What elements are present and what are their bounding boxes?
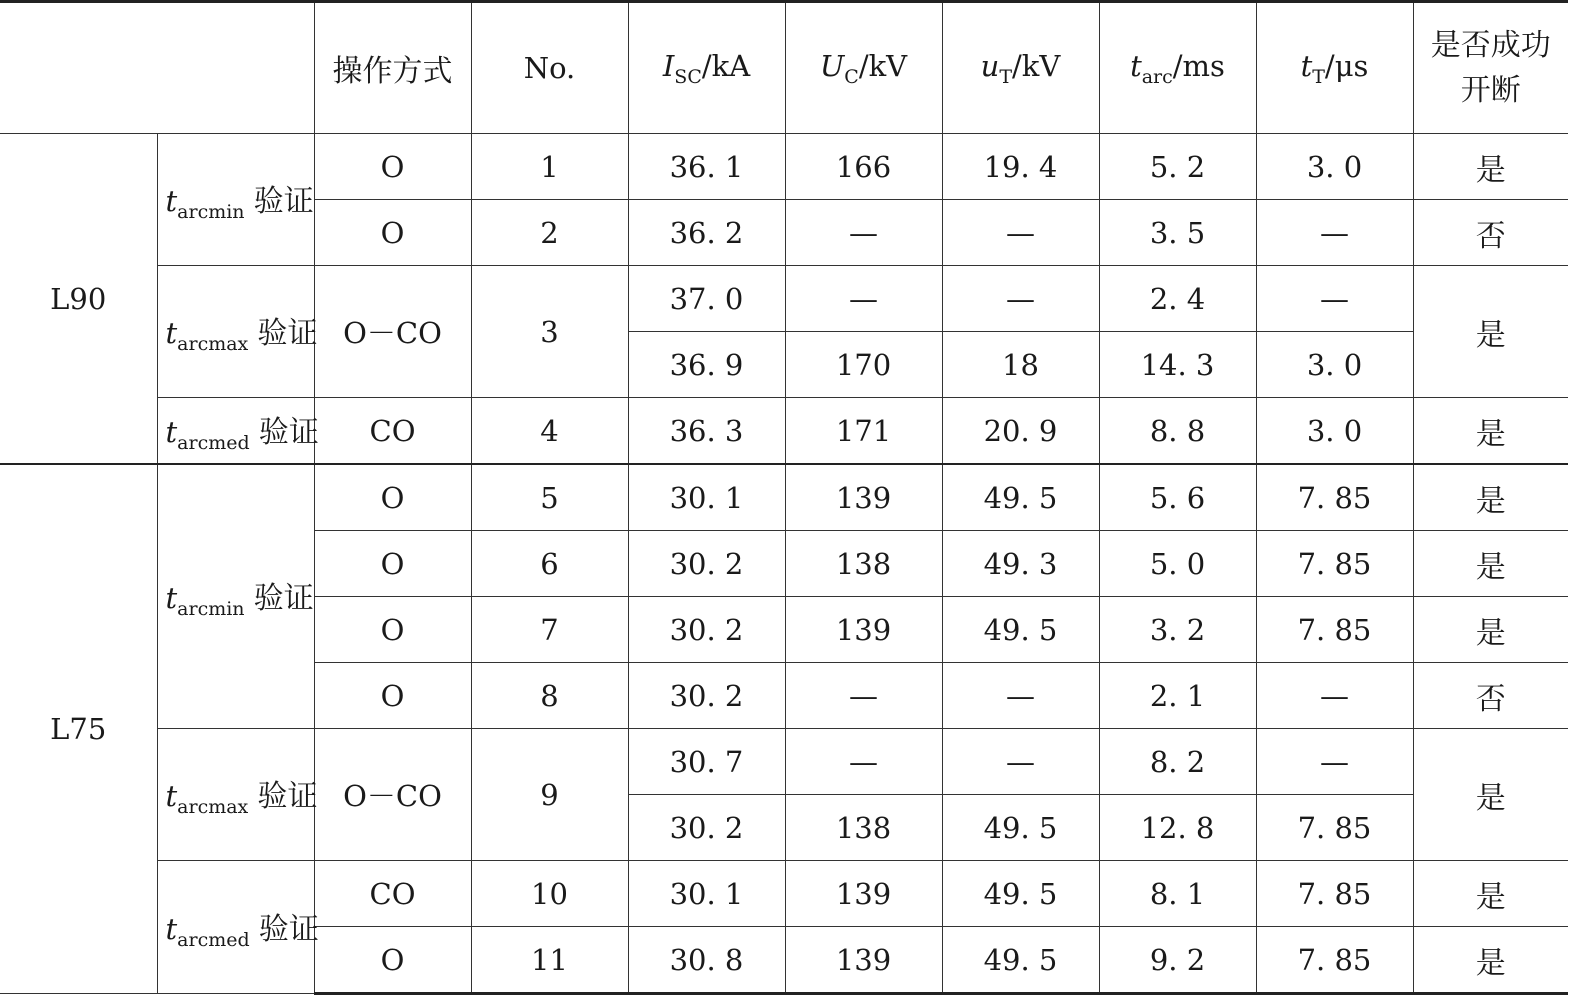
cell-tt: 7. 85 — [1256, 927, 1413, 994]
cell-isc: 30. 7 — [628, 729, 785, 795]
cell-uc: 166 — [785, 134, 942, 200]
cell-tarc: 8. 2 — [1099, 729, 1256, 795]
cell-isc: 36. 1 — [628, 134, 785, 200]
cell-isc: 30. 8 — [628, 927, 785, 994]
subgroup-arcmin-label: $t_{arcmin}$ 验证 — [157, 134, 314, 266]
cell-ut: 19. 4 — [942, 134, 1099, 200]
subgroup-arcmax-label: $t_{arcmax}$ 验证 — [157, 266, 314, 398]
subgroup-arcmin-label: $t_{arcmin}$ 验证 — [157, 464, 314, 729]
cell-ut: 49. 5 — [942, 464, 1099, 531]
cell-success: 是 — [1413, 861, 1568, 927]
cell-tarc: 2. 1 — [1099, 663, 1256, 729]
cell-tt: — — [1256, 266, 1413, 332]
cell-tt: — — [1256, 729, 1413, 795]
cell-uc: 170 — [785, 332, 942, 398]
cell-isc: 36. 3 — [628, 398, 785, 465]
cell-no: 1 — [471, 134, 628, 200]
header-no: No. — [471, 2, 628, 134]
cell-tarc: 3. 5 — [1099, 200, 1256, 266]
cell-mode: O — [314, 531, 471, 597]
cell-ut: — — [942, 663, 1099, 729]
header-row — [0, 2, 1568, 134]
cell-success: 是 — [1413, 531, 1568, 597]
cell-success: 是 — [1413, 729, 1568, 861]
cell-tarc: 5. 2 — [1099, 134, 1256, 200]
header-isc: $I_{SC}/kA$ — [628, 2, 785, 134]
cell-ut: — — [942, 200, 1099, 266]
group-label-l75: L75 — [0, 464, 157, 994]
cell-tt: 7. 85 — [1256, 464, 1413, 531]
subgroup-arcmed-label: $t_{arcmed}$ 验证 — [157, 398, 314, 465]
cell-uc: 138 — [785, 531, 942, 597]
cell-tt: 3. 0 — [1256, 332, 1413, 398]
cell-ut: — — [942, 729, 1099, 795]
cell-tarc: 9. 2 — [1099, 927, 1256, 994]
cell-isc: 30. 1 — [628, 861, 785, 927]
cell-ut: 49. 5 — [942, 927, 1099, 994]
cell-isc: 36. 2 — [628, 200, 785, 266]
cell-mode: O — [314, 464, 471, 531]
cell-no: 5 — [471, 464, 628, 531]
cell-isc: 30. 2 — [628, 795, 785, 861]
header-corner — [0, 2, 314, 134]
cell-mode: O — [314, 200, 471, 266]
cell-ut: 49. 5 — [942, 597, 1099, 663]
cell-no: 4 — [471, 398, 628, 465]
cell-success: 是 — [1413, 927, 1568, 994]
table-row — [0, 398, 1568, 465]
cell-tt: 7. 85 — [1256, 795, 1413, 861]
cell-isc: 36. 9 — [628, 332, 785, 398]
cell-mode: CO — [314, 861, 471, 927]
table-row — [0, 266, 1568, 332]
cell-isc: 30. 2 — [628, 663, 785, 729]
cell-success: 是 — [1413, 266, 1568, 398]
cell-success: 是 — [1413, 597, 1568, 663]
cell-uc: 139 — [785, 927, 942, 994]
cell-tarc: 8. 8 — [1099, 398, 1256, 465]
cell-tt: 7. 85 — [1256, 531, 1413, 597]
cell-no: 8 — [471, 663, 628, 729]
cell-isc: 30. 2 — [628, 531, 785, 597]
cell-uc: 139 — [785, 464, 942, 531]
cell-tarc: 2. 4 — [1099, 266, 1256, 332]
cell-success: 是 — [1413, 134, 1568, 200]
cell-mode: CO — [314, 398, 471, 465]
cell-ut: 49. 5 — [942, 795, 1099, 861]
cell-uc: 139 — [785, 597, 942, 663]
cell-ut: 49. 3 — [942, 531, 1099, 597]
header-tt: $t_T/\mu s$ — [1256, 2, 1413, 134]
cell-uc: — — [785, 663, 942, 729]
subgroup-arcmed-label: $t_{arcmed}$ 验证 — [157, 861, 314, 994]
cell-uc: 139 — [785, 861, 942, 927]
cell-tarc: 14. 3 — [1099, 332, 1256, 398]
cell-tt: 7. 85 — [1256, 597, 1413, 663]
subgroup-arcmax-label: $t_{arcmax}$ 验证 — [157, 729, 314, 861]
cell-tt: 7. 85 — [1256, 861, 1413, 927]
cell-uc: — — [785, 266, 942, 332]
cell-tarc: 12. 8 — [1099, 795, 1256, 861]
header-success: 是否成功开断 — [1413, 2, 1568, 134]
table-row — [0, 861, 1568, 927]
cell-tarc: 3. 2 — [1099, 597, 1256, 663]
header-ut: $u_T/kV$ — [942, 2, 1099, 134]
cell-no: 6 — [471, 531, 628, 597]
cell-mode: O－CO — [314, 729, 471, 861]
cell-success: 是 — [1413, 398, 1568, 465]
cell-isc: 30. 2 — [628, 597, 785, 663]
cell-uc: 138 — [785, 795, 942, 861]
cell-no: 10 — [471, 861, 628, 927]
cell-no: 11 — [471, 927, 628, 994]
cell-success: 是 — [1413, 464, 1568, 531]
cell-ut: 49. 5 — [942, 861, 1099, 927]
table-row — [0, 729, 1568, 795]
cell-tt: — — [1256, 200, 1413, 266]
cell-tt: 3. 0 — [1256, 398, 1413, 465]
cell-uc: — — [785, 200, 942, 266]
cell-uc: 171 — [785, 398, 942, 465]
cell-isc: 37. 0 — [628, 266, 785, 332]
table-row — [0, 464, 1568, 531]
cell-mode: O — [314, 597, 471, 663]
table-row — [0, 134, 1568, 200]
cell-isc: 30. 1 — [628, 464, 785, 531]
cell-ut: — — [942, 266, 1099, 332]
header-mode: 操作方式 — [314, 2, 471, 134]
cell-no: 7 — [471, 597, 628, 663]
cell-success: 否 — [1413, 200, 1568, 266]
cell-no: 2 — [471, 200, 628, 266]
cell-mode: O－CO — [314, 266, 471, 398]
group-label-l90: L90 — [0, 134, 157, 465]
cell-no: 3 — [471, 266, 628, 398]
cell-tarc: 5. 0 — [1099, 531, 1256, 597]
cell-ut: 18 — [942, 332, 1099, 398]
cell-mode: O — [314, 663, 471, 729]
cell-tt: 3. 0 — [1256, 134, 1413, 200]
cell-ut: 20. 9 — [942, 398, 1099, 465]
cell-uc: — — [785, 729, 942, 795]
header-tarc: $t_{arc}/ms$ — [1099, 2, 1256, 134]
cell-no: 9 — [471, 729, 628, 861]
cell-mode: O — [314, 927, 471, 994]
cell-tt: — — [1256, 663, 1413, 729]
cell-success: 否 — [1413, 663, 1568, 729]
cell-mode: O — [314, 134, 471, 200]
header-uc: $U_C/kV$ — [785, 2, 942, 134]
cell-tarc: 5. 6 — [1099, 464, 1256, 531]
cell-tarc: 8. 1 — [1099, 861, 1256, 927]
